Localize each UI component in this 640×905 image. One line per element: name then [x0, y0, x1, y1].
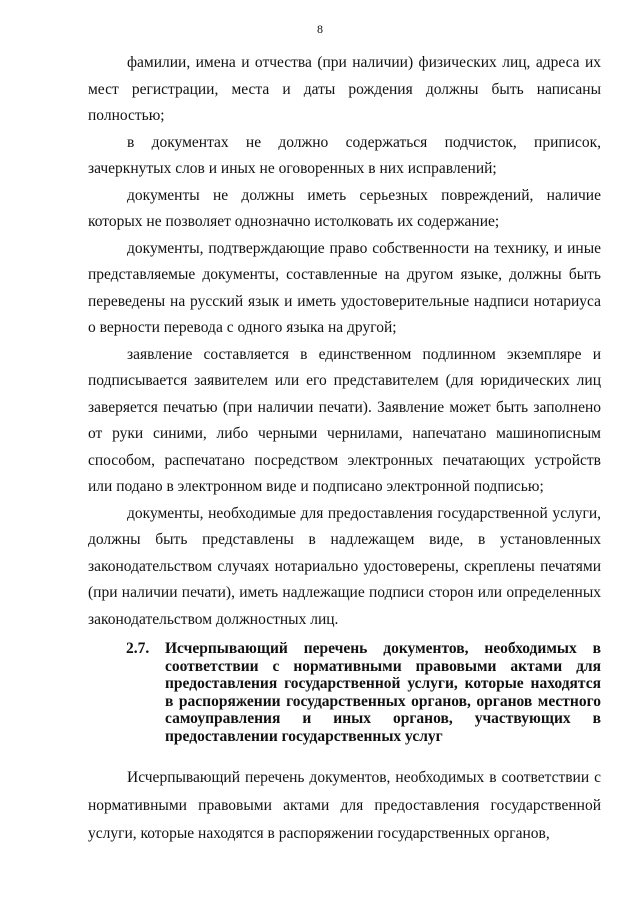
section-body: [88, 764, 601, 848]
section-title: Исчерпывающий перечень документов, необходимых в соответствии с нормативными правовыми актами для предоставления государственной услуги, которые находятся в распоряжении государственных органов, органов местного самоуправления и иных органов, участвующих в предоставлении государственных услуг: [165, 640, 601, 745]
paragraph-no-damage: документы не должны иметь серьезных повреждений, наличие которых не позволяет однозначно истолковать их содержание;: [88, 186, 601, 230]
paragraph-proper-form: документы, необходимые для предоставления государственной услуги, должны быть представлены в надлежащем виде, в установленных законодательством случаях нотариально удостоверены, скреплены печатями (при наличии печати), иметь надлежащие подписи сторон или определенных законодательством должностных лиц.: [88, 504, 601, 628]
section-number: 2.7.: [126, 640, 150, 657]
page-number: 8: [317, 22, 323, 36]
section-heading: [126, 640, 601, 745]
paragraph-application: заявление составляется в единственном подлинном экземпляре и подписывается заявителем или его представителем (для юридических лиц заверяется печатью (при наличии печати). Заявление может быть заполнено от руки синими, либо черными чернилами, напечатано машинописным способом, распечатано посредством электронных печатающих устройств или подано в электронном виде и подписано электронной подписью;: [88, 345, 601, 495]
paragraph-translation: документы, подтверждающие право собственности на технику, и иные представляемые документы, составленные на другом языке, должны быть переведены на русский язык и иметь удостоверительные надписи нотариуса о верности перевода с одного языка на другой;: [88, 239, 601, 336]
requirements-list: [88, 50, 601, 633]
paragraph-names-addresses: фамилии, имена и отчества (при наличии) физических лиц, адреса их мест регистрации, места и даты рождения должны быть написаны полностью;: [88, 54, 601, 124]
paragraph-no-corrections: в документах не должно содержаться подчисток, приписок, зачеркнутых слов и иных не оговоренных в них исправлений;: [88, 133, 601, 177]
paragraph-exhaustive-list: Исчерпывающий перечень документов, необходимых в соответствии с нормативными правовыми актами для предоставления государственной услуги, которые находятся в распоряжении государственных органов,: [88, 769, 601, 842]
